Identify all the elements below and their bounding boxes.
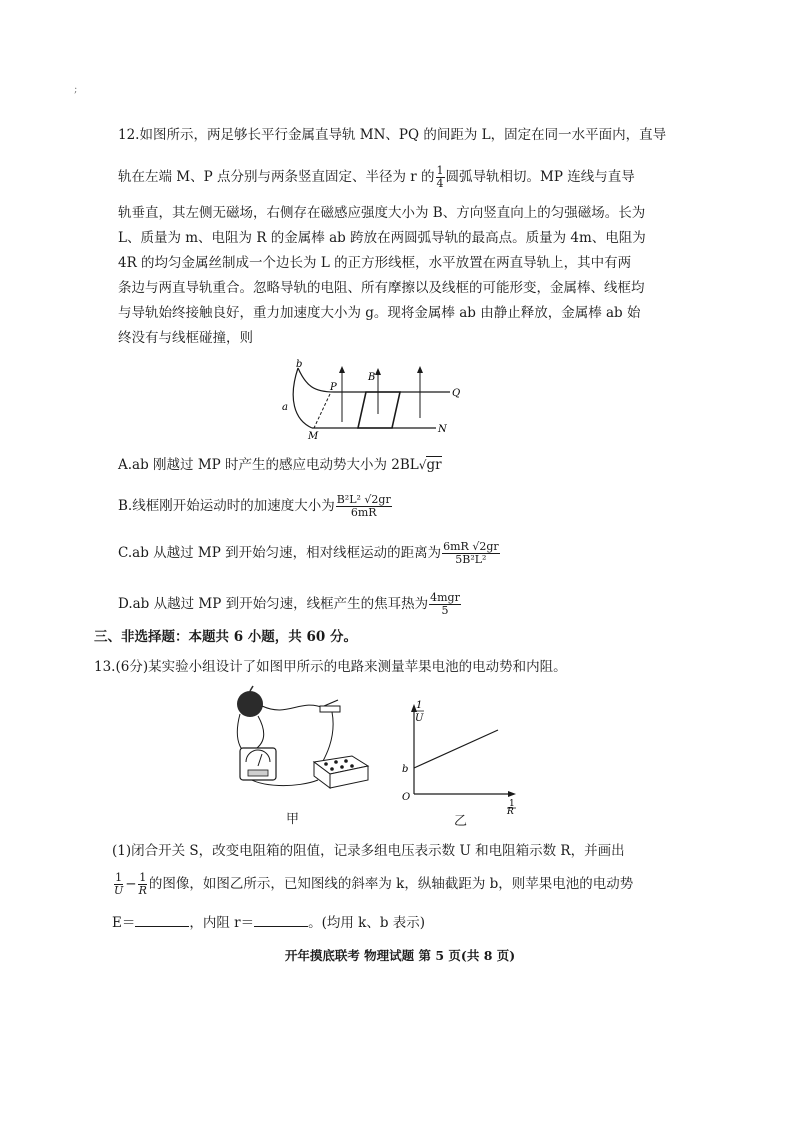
option-c: C.ab 从越过 MP 到开始匀速，相对线框运动的距离为 $\frac{6mR √2gr}{\text{5B²L²}}$ xyxy=(118,540,499,566)
rail-figure xyxy=(278,358,468,440)
graph-origin: O xyxy=(402,792,411,803)
q12-line-2b: 圆弧导轨相切。MP 连线与直导 xyxy=(445,169,635,185)
option-d: D.ab 从越过 MP 到开始匀速，线框产生的焦耳热为 $\frac{\text{4mgr}}{5}$ xyxy=(118,591,460,617)
graph-x-den: R xyxy=(507,807,514,814)
q12-line-5: 4R 的均匀金属丝制成一个边长为 L 的正方形线框，水平放置在两直导轨上，其中有两 xyxy=(118,255,632,271)
q12-line-2 xyxy=(118,165,635,190)
q12-line-3: 轨垂直，其左侧无磁场，右侧存在磁感应强度大小为 B、方向竖直向上的匀强磁场。长为 xyxy=(118,205,646,221)
q13-part1-line3: E＝ ，内阻 r＝ 。(均用 k、b 表示) xyxy=(112,915,426,931)
label-B: B xyxy=(368,372,376,383)
figure-yi-label: 乙 xyxy=(454,814,468,829)
label-N: N xyxy=(438,424,447,435)
q12-line-1: 12.如图所示，两足够长平行金属直导轨 MN、PQ 的间距为 L，固定在同一水平面内，直导 xyxy=(118,127,667,143)
option-b: B.线框刚开始运动时的加速度大小为 $\frac{\text{B²L² √2gr}}{6mR}$ xyxy=(118,493,391,519)
quarter-fraction: $\frac{1}{4}$ xyxy=(436,164,444,190)
graph-intercept-b: b xyxy=(402,764,409,775)
q12-line-4: L、质量为 m、电阻为 R 的金属棒 ab 跨放在两圆弧导轨的最高点。质量为 4m、电阻为 xyxy=(118,230,646,246)
graph-y-num: 1 xyxy=(416,700,423,711)
scan-mark: ; xyxy=(74,84,78,95)
graph-figure xyxy=(392,690,522,814)
label-Q: Q xyxy=(452,388,461,399)
circuit-figure xyxy=(228,684,378,796)
q12-line-8: 终没有与线框碰撞，则 xyxy=(118,330,253,346)
frac-1-over-u: $\frac{1}{U}$ xyxy=(114,871,124,897)
q12-line-2a: 轨在左端 M、P 点分别与两条竖直固定、半径为 r 的 xyxy=(118,169,435,185)
option-a-sqrt: gr xyxy=(426,457,442,473)
q13-intro: 13.(6分)某实验小组设计了如图甲所示的电路来测量苹果电池的电动势和内阻。 xyxy=(94,659,567,675)
label-P: P xyxy=(330,382,337,393)
answer-blank-r[interactable] xyxy=(254,914,308,927)
answer-blank-e[interactable] xyxy=(135,914,189,927)
page-footer: 开年摸底联考 物理试题 第 5 页(共 8 页) xyxy=(284,948,516,963)
option-a: A.ab 刚越过 MP 时产生的感应电动势大小为 2BL√gr xyxy=(118,457,442,473)
q12-line-7: 与导轨始终接触良好，重力加速度大小为 g。现将金属棒 ab 由静止释放，金属棒 ab 始 xyxy=(118,305,641,321)
frac-1-over-r: $\frac{1}{R}$ xyxy=(138,871,147,897)
section-3-heading: 三、非选择题：本题共 6 小题，共 60 分。 xyxy=(94,629,357,645)
graph-y-den: U xyxy=(415,713,424,724)
q12-line-6: 条边与两直导轨重合。忽略导轨的电阻、所有摩擦以及线框的可能形变，金属棒、线框均 xyxy=(118,280,645,296)
label-b: b xyxy=(296,359,303,370)
label-a: a xyxy=(282,402,288,413)
q13-part1-line2: $\frac{1}{U}$ − $\frac{1}{R}$ 的图像，如图乙所示，已知图线的斜率为 k，纵轴截距为 b，则苹果电池的电动势 xyxy=(114,871,634,897)
label-M: M xyxy=(308,431,319,440)
graph-x-num: 1 xyxy=(509,799,515,809)
q13-part1-line1: (1)闭合开关 S，改变电阻箱的阻值，记录多组电压表示数 U 和电阻箱示数 R，并画出 xyxy=(112,843,625,859)
figure-jia-label: 甲 xyxy=(286,812,300,827)
